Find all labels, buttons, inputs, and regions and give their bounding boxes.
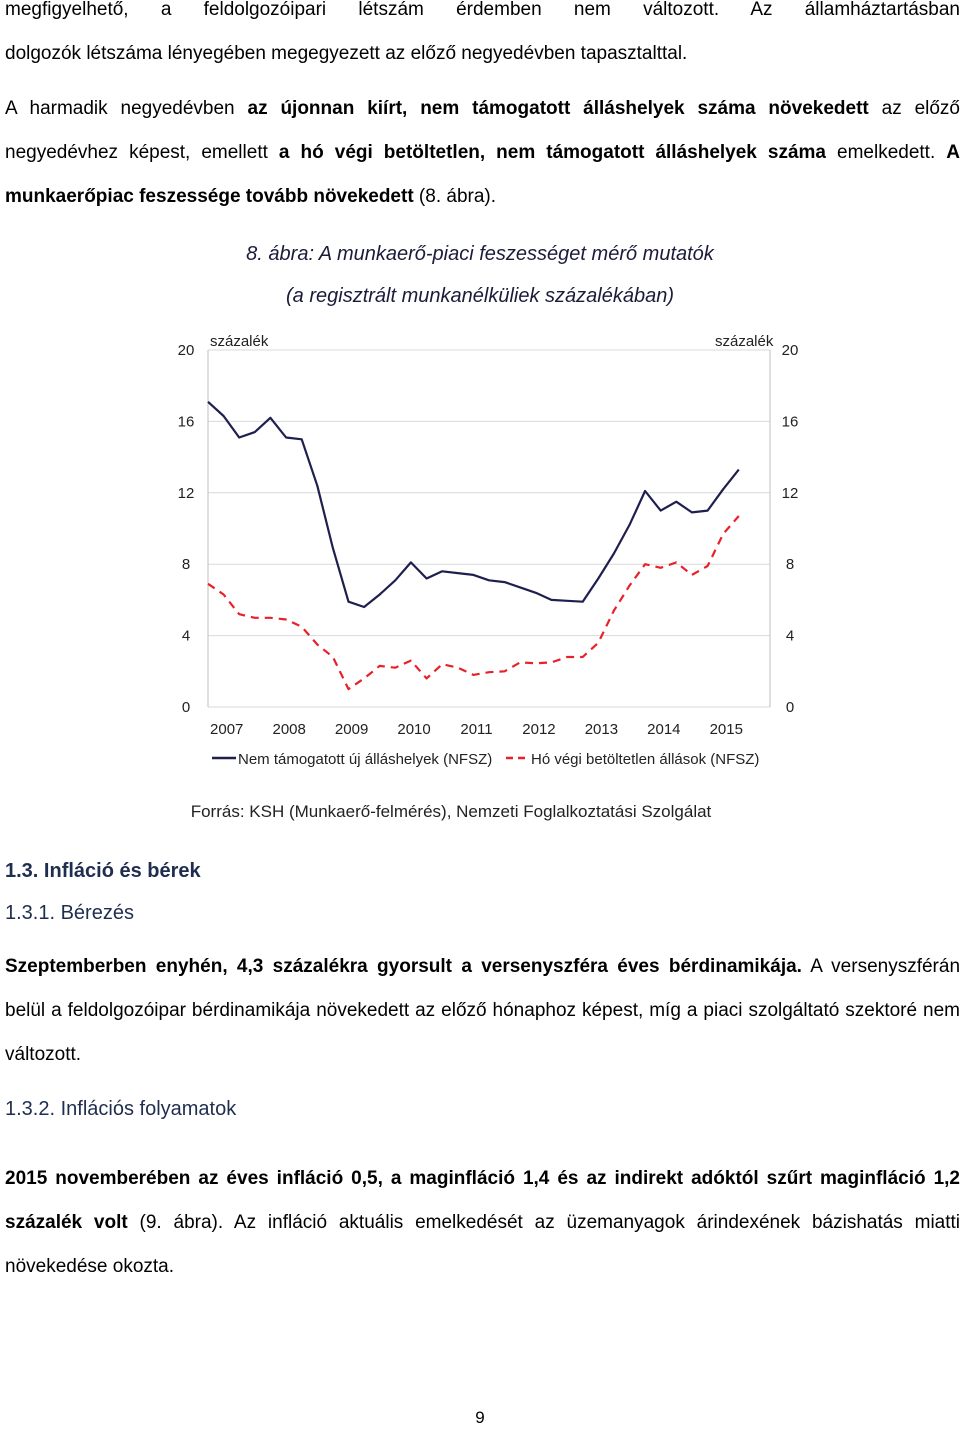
y-tick-label-left: 16: [177, 413, 195, 431]
bold-run: Szeptemberben enyhén, 4,3 százalékra gyorsult a versenyszféra éves bérdinamikája.: [5, 956, 802, 977]
text-run: az előző negyedévhez képest, emellett: [5, 98, 960, 163]
series-line-new-vacancies: [208, 402, 739, 607]
y-tick-label-right: 12: [781, 484, 799, 502]
y-tick-label-left: 12: [177, 484, 195, 502]
text-run: (8. ábra).: [413, 186, 497, 207]
paragraph-vacancies: [5, 87, 960, 219]
legend-entry-new-vacancies: Nem támogatott új álláshelyek (NFSZ): [238, 751, 493, 768]
subsection-heading-inflation: 1.3.2. Inflációs folyamatok: [5, 1098, 237, 1120]
figure-title: 8. ábra: A munkaerő-piaci feszességet mérő mutatók: [246, 243, 714, 265]
x-tick-label: 2007: [210, 721, 244, 738]
paragraph-line: megfigyelhető, a feldolgozóipari létszám érdemben nem változott. Az államháztartásban: [5, 0, 960, 20]
x-tick-label: 2011: [460, 721, 493, 738]
y-tick-label-right: 8: [785, 556, 795, 574]
y-tick-label-right: 0: [785, 699, 795, 716]
legend-entry-unfilled-vacancies: Hó végi betöltetlen állások (NFSZ): [531, 751, 760, 768]
text-run: A versenyszférán belül a feldolgozóipar bérdinamikája növekedett az előző hónaphoz képest, míg a piaci szolgáltató szektoré nem változott.: [5, 956, 960, 1065]
bold-run: az újonnan kiírt, nem támogatott álláshelyek száma növekedett: [247, 98, 869, 119]
y-tick-label-left: 8: [181, 556, 191, 574]
chart-legend: [212, 751, 759, 768]
section-heading-inflation-wages: 1.3. Infláció és bérek: [5, 860, 201, 882]
x-tick-label: 2014: [647, 721, 681, 738]
text-run: A harmadik negyedévben: [5, 98, 248, 119]
labour-market-tightness-chart: [160, 322, 800, 782]
x-tick-label: 2015: [709, 721, 743, 738]
left-axis-unit-label: százalék: [210, 333, 269, 350]
y-tick-label-left: 20: [177, 342, 195, 359]
paragraph-line: dolgozók létszáma lényegében megegyezett az előző negyedévben tapasztalttal.: [5, 43, 688, 64]
bold-run: 2015 novemberében az éves infláció 0,5, a maginfláció 1,4 és az indirekt adóktól szűrt maginfláció 1,2 százalék volt: [5, 1168, 960, 1233]
y-tick-label-left: 0: [181, 699, 191, 716]
text-run: emelkedett.: [825, 142, 947, 163]
x-tick-label: 2009: [334, 721, 369, 738]
paragraph-employment: [5, 0, 960, 76]
bold-run: A munkaerőpiac feszessége tovább növekedett: [5, 142, 960, 207]
paragraph-wages: [5, 945, 960, 1077]
right-axis-unit-label: százalék: [715, 333, 774, 350]
y-tick-label-left: 4: [181, 627, 191, 645]
text-run: (9. ábra). Az infláció aktuális emelkedését az üzemanyagok árindexének bázishatás miatti növekedése okozta.: [5, 1212, 960, 1277]
y-tick-label-right: 4: [785, 627, 795, 645]
bold-run: a hó végi betöltetlen, nem támogatott álláshelyek száma: [278, 142, 826, 163]
figure-subtitle: (a regisztrált munkanélküliek százalékában): [286, 285, 674, 307]
series-line-unfilled-vacancies: [208, 516, 739, 689]
x-tick-label: 2012: [522, 721, 556, 738]
subsection-heading-wages: 1.3.1. Bérezés: [5, 902, 134, 924]
x-tick-label: 2008: [272, 721, 306, 738]
x-tick-label: 2010: [397, 721, 431, 738]
x-tick-label: 2013: [584, 721, 619, 738]
paragraph-inflation: [5, 1157, 960, 1289]
figure-source: Forrás: KSH (Munkaerő-felmérés), Nemzeti Foglalkoztatási Szolgálat: [190, 802, 712, 821]
page-number: 9: [475, 1408, 485, 1427]
y-tick-label-right: 20: [781, 342, 799, 359]
y-tick-label-right: 16: [781, 413, 799, 431]
